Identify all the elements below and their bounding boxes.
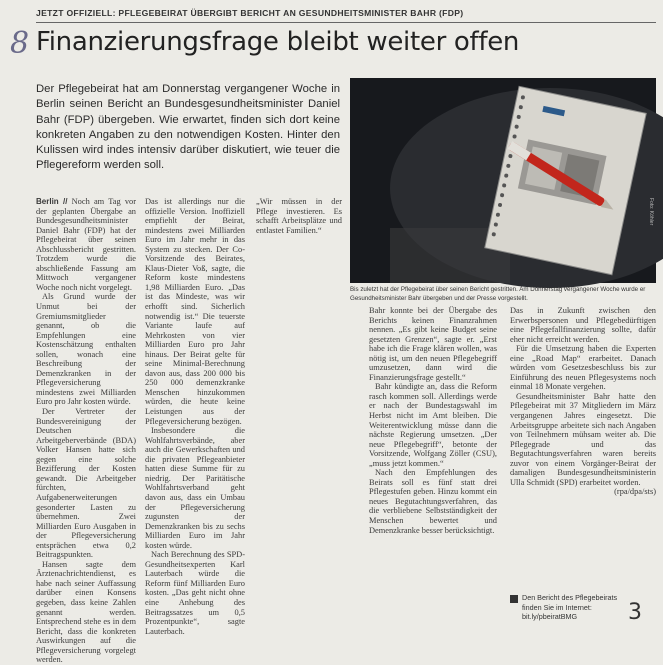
body-paragraph: Das in Zukunft zwischen den Erwerbspersonen und Pflegebedürftigen eine Pflegefallfinanzierung sollte, dafür eher nicht erreicht werden. xyxy=(510,306,656,344)
body-paragraph: „Wir müssen in der Pflege investieren. Es schafft Arbeitsplätze und entlastet Familien.“ xyxy=(256,197,342,235)
photo-notebook-pen xyxy=(350,78,656,283)
body-paragraph: Bahr kündigte an, dass die Reform rasch kommen soll. Allerdings werde er nach der Bundestagswahl im Herbst nicht im Amt bleiben. Die Weiterentwicklung müsse dann die nächste Regierung umsetzen. „Der neue Pflegebegriff“, betonte der Vorsitzende, Wolfgang Zöller (CSU), „muss jetzt kommen.“ xyxy=(369,382,497,468)
handwritten-mark: 8 xyxy=(10,26,30,61)
body-paragraph: Der Vertreter der Bundesvereinigung der Deutschen Arbeitgeberverbände (BDA) Volker Hansen hatte sich gegen eine solche Bezifferung der Kosten gewandt. Die Arbeitgeber fürchten, Aufgabenerweiterungen gesonderter Lasten zu übernehmen. Zwei Milliarden Euro Ausgaben in der Pflegeversicherung entsprächen etwa 0,2 Beitragspunkten. xyxy=(36,407,136,560)
body-column-2 xyxy=(145,197,245,636)
body-paragraph: Nach den Empfehlungen des Beirats soll es fünf statt drei Pflegestufen geben. Hinzu kommt ein neues Begutachtungsverfahren, das die verbliebene Selbstständigkeit der Menschen bewertet und Demenzkranke besser berücksichtigt. xyxy=(369,468,497,535)
page-number: 3 xyxy=(628,600,642,625)
headline: Finanzierungsfrage bleibt weiter offen xyxy=(36,27,520,57)
body-paragraph: Hansen sagte dem Ärztenachrichtendienst, es habe nach seiner Auffassung darüber einen Konsens gegeben, dass keine Zahlen genannt werden. Entsprechend stehe es in dem Bericht, dass die konkreten Auswirkungen auf die Pflegeversicherung vorgelegt werden. xyxy=(36,559,136,665)
body-paragraph: Insbesondere die Wohlfahrtsverbände, aber auch die Gewerkschaften und die privaten Pflegeanbieter hatten diese Summe für zu niedrig. Der Paritätische Wohlfahrtsverband geht davon aus, dass ein Umbau der Pflegeversicherung zugunsten der Demenzkranken bis zu sechs Milliarden Euro im Jahr kosten würde. xyxy=(145,426,245,550)
body-paragraph: Nach Berechnung des SPD-Gesundheitsexperten Karl Lauterbach würde die Reform fünf Milliarden Euro kosten. „Das geht nicht ohne eine Anhebung des Beitragssatzes um 0,5 Prozentpunkte“, sagte Lauterbach. xyxy=(145,550,245,636)
body-paragraph: Berlin // Noch am Tag vor der geplanten Übergabe an Bundesgesundheitsminister Daniel Bahr (FDP) hat der Pflegebeirat über seinen Abschlussbericht gestritten. Trotzdem wurde die abschließende Fassung am Mittwoch vergangener Woche noch nicht vorgelegt. xyxy=(36,197,136,292)
body-column-4 xyxy=(369,306,497,630)
body-paragraph: Das ist allerdings nur die offizielle Version. Inoffiziell empfiehlt der Beirat, mindestens zwei Milliarden Euro im Jahr mehr in das System zu stecken. Der Co-Vorsitzende des Beirates, Klaus-Dieter Voß, sagte, die Reform koste mindestens 1,98 Milliarden Euro. „Das ist das Mindeste, was wir erhofft sind. Sicherlich notwendig ist.“ Die teuerste Variante laufe auf Mehrkosten von vier Milliarden Euro pro Jahr hinaus. Der Beirat gelte für seine Minimal-Berechnung davon aus, dass 200 000 bis 250 000 demenzkranke Menschen hinzukommen würden, die heute keine Leistungen aus der Pflegeversicherung bezögen. xyxy=(145,197,245,426)
article-photo xyxy=(350,78,656,283)
dateline: Berlin // xyxy=(36,197,68,206)
footnote xyxy=(510,593,622,622)
kicker-divider xyxy=(36,22,656,23)
body-column-1 xyxy=(36,197,136,665)
photo-credit: Foto: Köhler xyxy=(648,198,654,226)
square-bullet-icon xyxy=(510,595,518,603)
body-column-5 xyxy=(510,306,656,588)
kicker: JETZT OFFIZIELL: PFLEGEBEIRAT ÜBERGIBT BERICHT AN GESUNDHEITSMINISTER BAHR (FDP) xyxy=(36,8,464,18)
body-paragraph: Bahr konnte bei der Übergabe des Berichts keinen Finanzrahmen nennen. „Es gibt keine Budget seine gesetzten Grenzen“, sagte er. „Erst habe ich die Frage klären wollen, was nötig ist, um den neuen Pflegebegriff umzusetzen, dann wird die Finanzierungsfrage gestellt.“ xyxy=(369,306,497,382)
body-paragraph: Gesundheitsminister Bahr hatte den Pflegebeirat mit 37 Mitgliedern im März vergangenen Jahres eingesetzt. Die Arbeitsgruppe arbeitete sich nach Angaben von Teilnehmern mühsam weiter ab. Die Pflegegrade und das Begutachtungsverfahren waren bereits zuvor von einem Vorgänger-Beirat der damaligen Bundesgesundheitsministerin Ulla Schmidt (SPD) erarbeitet worden. xyxy=(510,391,656,487)
body-paragraph: Für die Umsetzung haben die Experten eine „Road Map“ erarbeitet. Danach würden vom Gesetzesbeschluss bis zur Einführung des neuen Pflegesystems noch einmal 18 Monate vergehen. xyxy=(510,344,656,392)
body-paragraph: Als Grund wurde der Unmut bei der Gremiumsmitglieder genannt, ob die Empfehlungen eine Kostenschätzung enthalten sollen, wonach eine Beschreibung der Demenzkranken in der Pflegeversicherung mindestens zwei Milliarden Euro pro Jahr kosten würde. xyxy=(36,292,136,407)
lead-paragraph: Der Pflegebeirat hat am Donnerstag vergangener Woche in Berlin seinen Bericht an Bundesgesundheitsminister Daniel Bahr (FDP) übergeben. Wie erwartet, finden sich dort keine konkreten Angaben zu den notwendigen Kosten. Hinter den Kulissen wird indes intensiv darüber diskutiert, wie teuer die Pflegereform werden soll. xyxy=(36,83,340,172)
photo-caption: Bis zuletzt hat der Pflegebeirat über seinen Bericht gestritten. Am Donnerstag vergangener Woche wurde er Gesundheitsminister Bahr übergeben und der Presse vorgestellt. xyxy=(350,286,646,302)
author-signoff: (rpa/dpa/sts) xyxy=(614,487,656,497)
footnote-text: Den Bericht des Pflegebeirats finden Sie im Internet: bit.ly/pbeiratBMG xyxy=(522,593,618,621)
body-column-3 xyxy=(256,197,342,627)
